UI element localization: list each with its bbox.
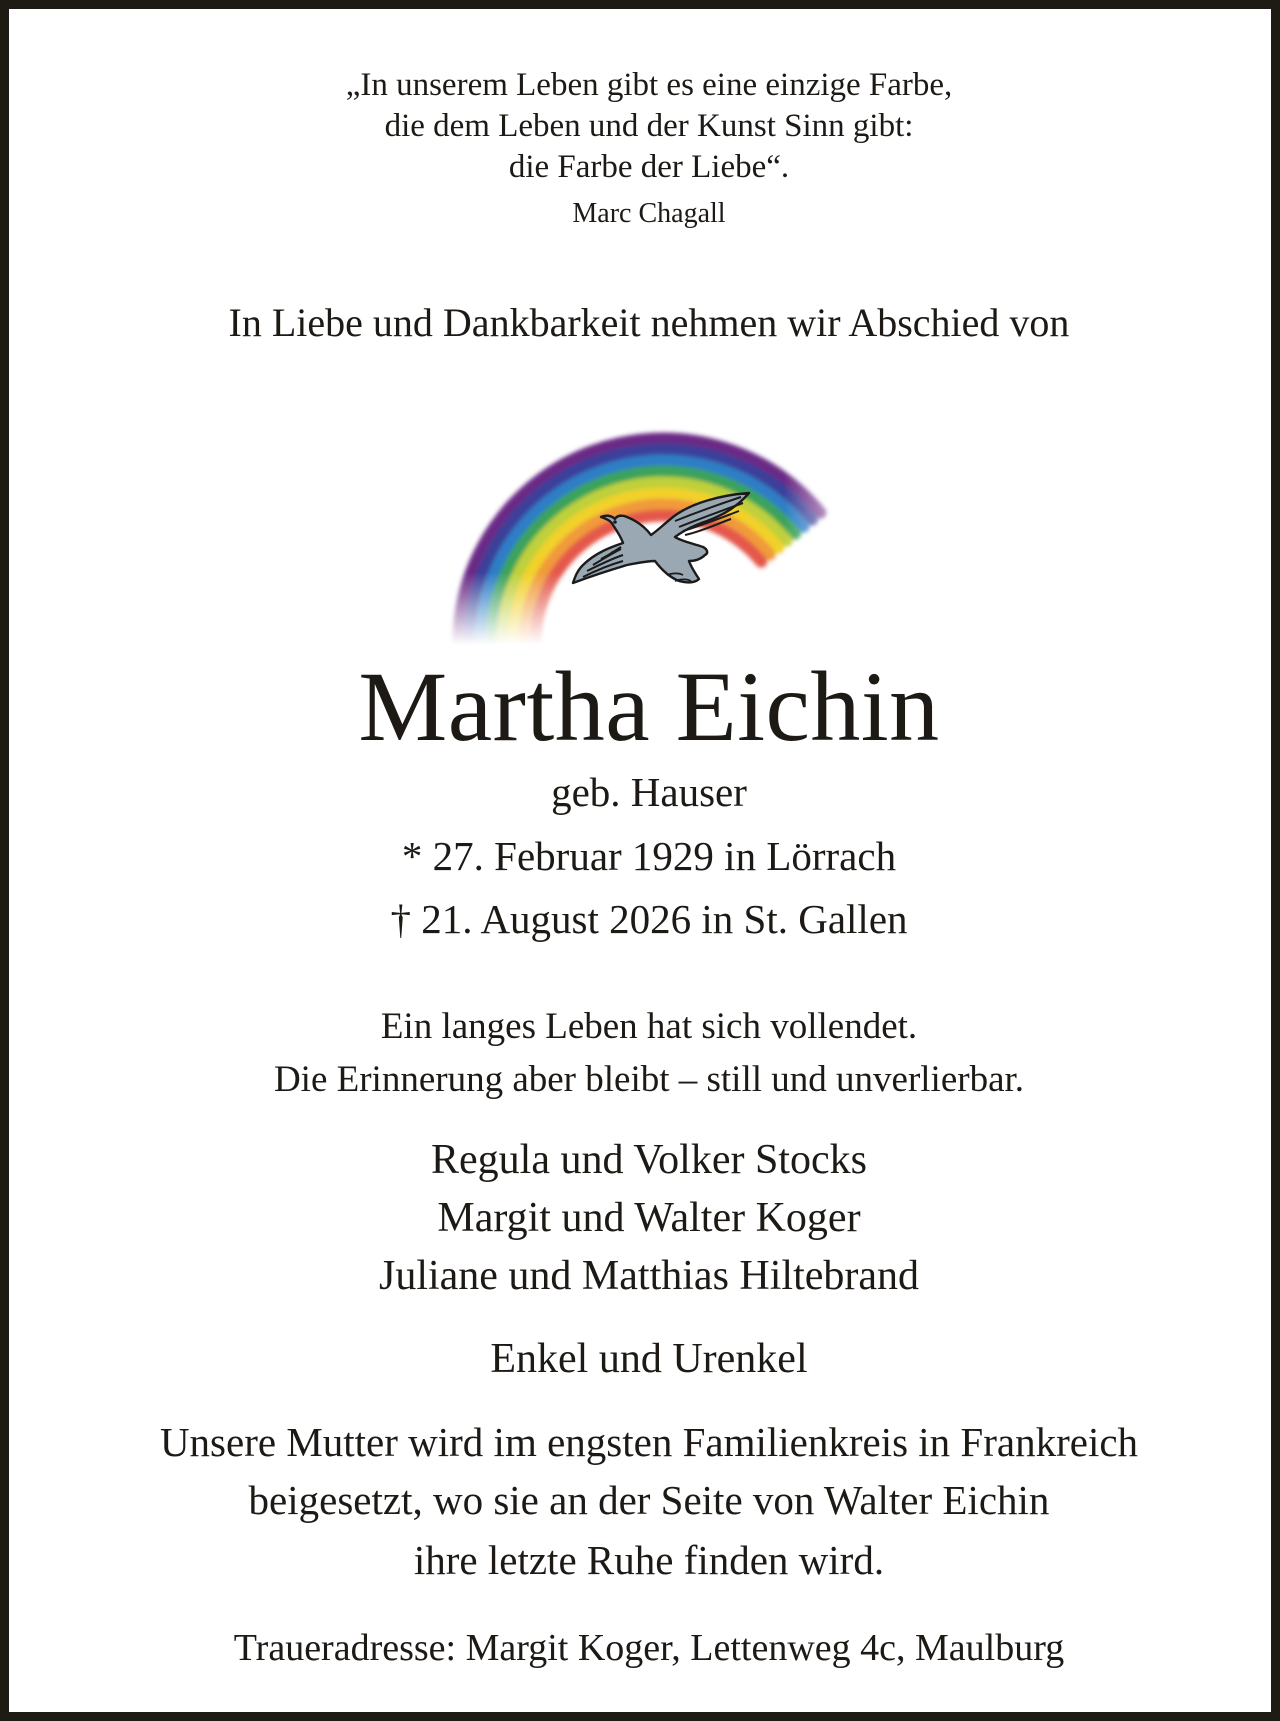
birth-date: * 27. Februar 1929 in Lörrach [401, 833, 897, 879]
quote-line-3: die Farbe der Liebe“. [508, 149, 790, 185]
mourner-3: Juliane und Matthias Hiltebrand [378, 1253, 920, 1299]
burial-note-line-2: beigesetzt, wo sie an der Seite von Walter Eichin [248, 1477, 1050, 1523]
burial-note-line-3: ihre letzte Ruhe finden wird. [413, 1537, 885, 1583]
burial-note-line-1: Unsere Mutter wird im engsten Familienkreis in Frankreich [159, 1419, 1139, 1465]
grandchildren: Enkel und Urenkel [490, 1336, 808, 1382]
quote-line-2: die dem Leben und der Kunst Sinn gibt: [384, 108, 914, 144]
mourning-address: Traueradresse: Margit Koger, Lettenweg 4c, Maulburg [233, 1627, 1065, 1669]
quote-author: Marc Chagall [572, 198, 726, 229]
mourner-2: Margit und Walter Koger [437, 1195, 861, 1241]
death-date: † 21. August 2026 in St. Gallen [390, 896, 908, 942]
quote-line-1: „In unserem Leben gibt es eine einzige Farbe, [345, 67, 953, 103]
motto-line-2: Die Erinnerung aber bleibt – still und unverlierbar. [273, 1059, 1025, 1100]
motto-line-1: Ein langes Leben hat sich vollendet. [380, 1006, 918, 1047]
deceased-name: Martha Eichin [358, 651, 940, 762]
birth-name: geb. Hauser [551, 769, 747, 815]
rainbow-with-dove-icon [441, 385, 859, 645]
mourner-1: Regula und Volker Stocks [431, 1137, 867, 1183]
intro-text: In Liebe und Dankbarkeit nehmen wir Abschied von [228, 300, 1070, 345]
